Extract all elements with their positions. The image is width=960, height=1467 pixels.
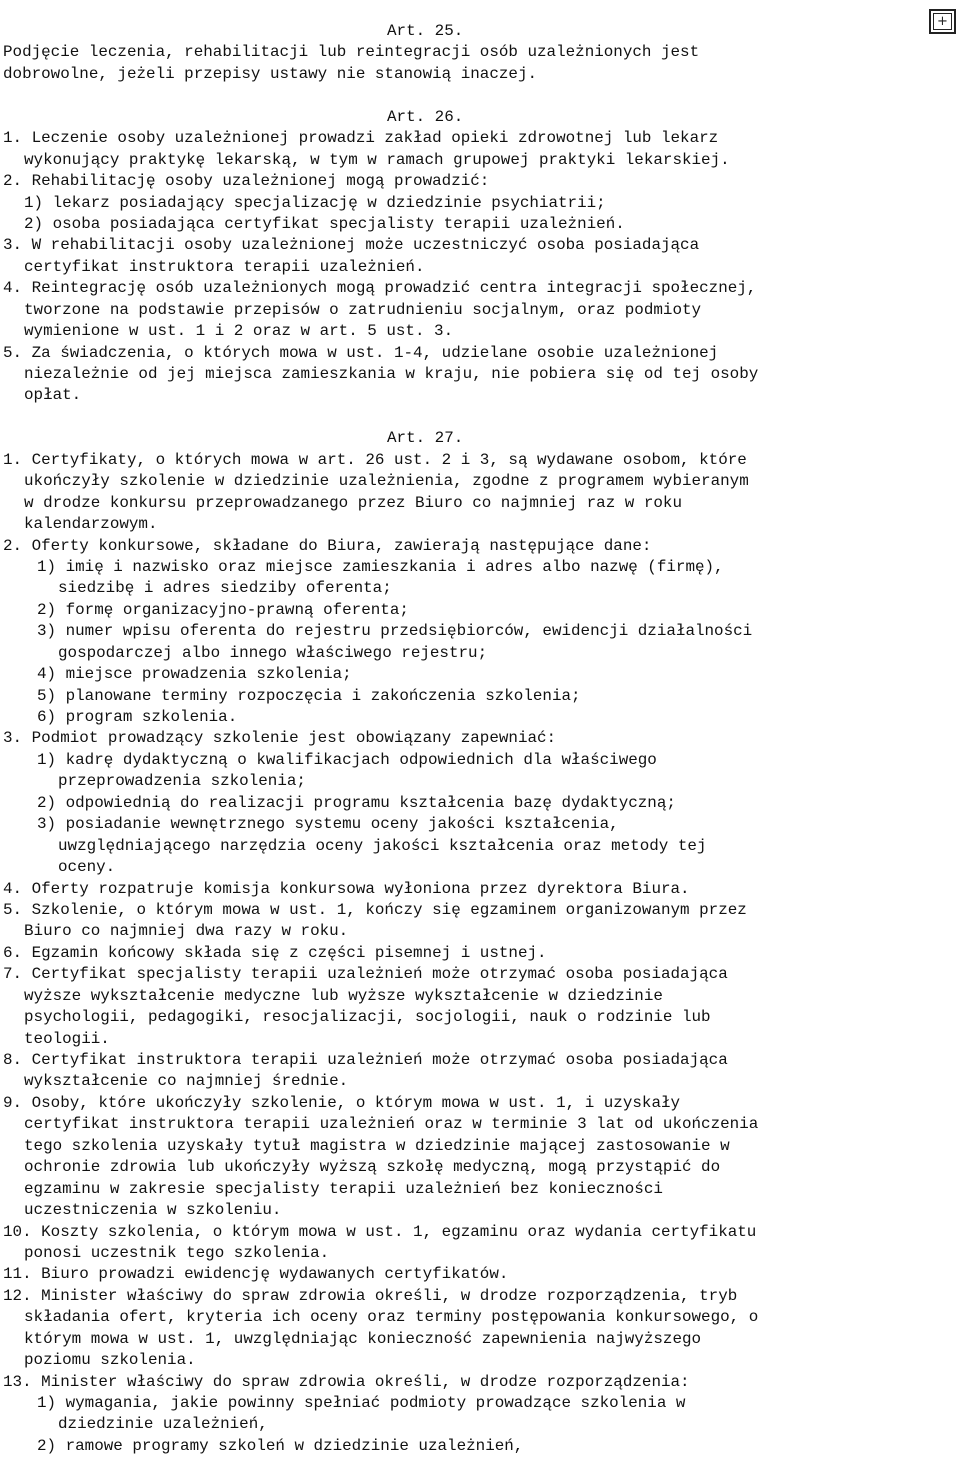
text-line: 13. Minister właściwy do spraw zdrowia określi, w drodze rozporządzenia: bbox=[3, 1372, 690, 1391]
expand-button[interactable]: + bbox=[929, 9, 956, 34]
text-line: psychologii, pedagogiki, resocjalizacji, socjologii, nauk o rodzinie lub bbox=[24, 1008, 711, 1027]
text-line: niezależnie od jej miejsca zamieszkania w kraju, nie pobiera się od tej osoby bbox=[24, 365, 759, 383]
blank-line bbox=[3, 85, 960, 106]
text-line: teologii. bbox=[24, 1029, 110, 1048]
text-line: w drodze konkursu przeprowadzanego przez Biuro co najmniej raz w roku bbox=[24, 493, 682, 512]
text-line: 2) osoba posiadająca certyfikat specjalisty terapii uzależnień. bbox=[24, 214, 625, 233]
article-heading: Art. 26. bbox=[387, 107, 464, 126]
text-line: 3) numer wpisu oferenta do rejestru przedsiębiorców, ewidencji działalności bbox=[37, 622, 753, 641]
text-line: 2) odpowiednią do realizacji programu kształcenia bazę dydaktyczną; bbox=[37, 793, 676, 812]
article-heading: Art. 25. bbox=[387, 22, 464, 40]
text-line: uczestniczenia w szkoleniu. bbox=[24, 1201, 282, 1220]
text-line: 1) kadrę dydaktyczną o kwalifikacjach odpowiednich dla właściwego bbox=[37, 750, 657, 769]
text-line: 4. Reintegrację osób uzależnionych mogą prowadzić centra integracji społecznej, bbox=[3, 279, 757, 298]
text-line: 2. Rehabilitację osoby uzależnionej mogą prowadzić: bbox=[3, 172, 490, 191]
text-line: 1) imię i nazwisko oraz miejsce zamieszkania i adres albo nazwę (firmę), bbox=[37, 557, 724, 576]
text-line: oceny. bbox=[58, 858, 116, 877]
text-line: siedzibę i adres siedziby oferenta; bbox=[58, 579, 392, 598]
text-line: ponosi uczestnik tego szkolenia. bbox=[24, 1243, 330, 1262]
text-line: Biuro co najmniej dwa razy w roku. bbox=[24, 922, 349, 941]
text-line: 8. Certyfikat instruktora terapii uzależnień może otrzymać osoba posiadająca bbox=[3, 1051, 728, 1069]
text-line: dziedzinie uzależnień, bbox=[58, 1415, 268, 1434]
text-line: 9. Osoby, które ukończyły szkolenie, o którym mowa w ust. 1, i uzyskały bbox=[3, 1093, 681, 1112]
document-body bbox=[0, 21, 960, 1457]
text-line: certyfikat instruktora terapii uzależnień oraz w terminie 3 lat od ukończenia bbox=[24, 1115, 759, 1134]
text-line: 12. Minister właściwy do spraw zdrowia określi, w drodze rozporządzenia, tryb bbox=[3, 1286, 738, 1305]
text-line: uwzględniającego narzędzia oceny jakości kształcenia oraz metody tej bbox=[58, 836, 707, 855]
text-line: Podjęcie leczenia, rehabilitacji lub reintegracji osób uzależnionych jest bbox=[3, 43, 700, 62]
text-line: przeprowadzenia szkolenia; bbox=[58, 772, 306, 791]
text-line: wykonujący praktykę lekarską, w tym w ramach grupowej praktyki lekarskiej. bbox=[24, 150, 730, 169]
text-line: 7. Certyfikat specjalisty terapii uzależnień może otrzymać osoba posiadająca bbox=[3, 965, 728, 984]
text-line: 2) ramowe programy szkoleń w dziedzinie uzależnień, bbox=[37, 1436, 524, 1455]
text-line: 3. Podmiot prowadzący szkolenie jest obowiązany zapewniać: bbox=[3, 729, 557, 748]
text-line: 3. W rehabilitacji osoby uzależnionej może uczestniczyć osoba posiadająca bbox=[3, 236, 700, 255]
text-line: 6) program szkolenia. bbox=[37, 708, 238, 726]
text-line: tworzone na podstawie przepisów o zatrudnieniu socjalnym, oraz podmioty bbox=[24, 300, 702, 319]
text-line: dobrowolne, jeżeli przepisy ustawy nie stanowią inaczej. bbox=[3, 64, 538, 83]
text-line: wykształcenie co najmniej średnie. bbox=[24, 1072, 349, 1091]
text-line: wyższe wykształcenie medyczne lub wyższe wykształcenie w dziedzinie bbox=[24, 986, 663, 1005]
blank-line bbox=[3, 407, 960, 428]
text-line: 1. Certyfikaty, o których mowa w art. 26 ust. 2 i 3, są wydawane osobom, które bbox=[3, 450, 747, 469]
text-line: 1. Leczenie osoby uzależnionej prowadzi zakład opieki zdrowotnej lub lekarz bbox=[3, 129, 719, 148]
article-heading: Art. 27. bbox=[387, 429, 464, 448]
text-line: 5. Szkolenie, o którym mowa w ust. 1, kończy się egzaminem organizowanym przez bbox=[3, 900, 747, 919]
text-line: 3) posiadanie wewnętrznego systemu oceny jakości kształcenia, bbox=[37, 815, 619, 834]
text-line: 1) wymagania, jakie powinny spełniać podmioty prowadzące szkolenia w bbox=[37, 1394, 686, 1412]
text-line: poziomu szkolenia. bbox=[24, 1351, 196, 1370]
text-line: certyfikat instruktora terapii uzależnień. bbox=[24, 257, 425, 276]
text-line: 5. Za świadczenia, o których mowa w ust. 1-4, udzielane osobie uzależnionej bbox=[3, 343, 719, 362]
text-line: egzaminu w zakresie specjalisty terapii uzależnień bez konieczności bbox=[24, 1179, 663, 1198]
text-line: 6. Egzamin końcowy składa się z części pisemnej i ustnej. bbox=[3, 943, 547, 962]
text-line: kalendarzowym. bbox=[24, 515, 158, 534]
text-line: opłat. bbox=[24, 386, 82, 405]
text-line: 11. Biuro prowadzi ewidencję wydawanych certyfikatów. bbox=[3, 1265, 509, 1284]
text-line: 10. Koszty szkolenia, o którym mowa w ust. 1, egzaminu oraz wydania certyfikatu bbox=[3, 1222, 757, 1241]
text-line: 2. Oferty konkursowe, składane do Biura, zawierają następujące dane: bbox=[3, 536, 652, 555]
text-line: składania ofert, kryteria ich oceny oraz terminy postępowania konkursowego, o bbox=[24, 1308, 759, 1327]
text-line: 4) miejsce prowadzenia szkolenia; bbox=[37, 665, 352, 684]
text-line: 5) planowane terminy rozpoczęcia i zakończenia szkolenia; bbox=[37, 686, 581, 705]
text-line: ukończyły szkolenie w dziedzinie uzależnienia, zgodne z programem wybieranym bbox=[24, 472, 749, 491]
text-line: 1) lekarz posiadający specjalizację w dziedzinie psychiatrii; bbox=[24, 193, 606, 212]
text-line: gospodarczej albo innego właściwego rejestru; bbox=[58, 643, 488, 662]
text-line: 4. Oferty rozpatruje komisja konkursowa wyłoniona przez dyrektora Biura. bbox=[3, 879, 690, 898]
text-line: którym mowa w ust. 1, uwzględniając konieczność zapewnienia najwyższego bbox=[24, 1329, 702, 1348]
text-line: ochronie zdrowia lub ukończyły wyższą szkołę medyczną, mogą przystąpić do bbox=[24, 1158, 721, 1177]
text-line: wymienione w ust. 1 i 2 oraz w art. 5 ust. 3. bbox=[24, 322, 454, 341]
text-line: tego szkolenia uzyskały tytuł magistra w dziedzinie mającej zastosowanie w bbox=[24, 1136, 730, 1155]
text-line: 2) formę organizacyjno-prawną oferenta; bbox=[37, 600, 409, 619]
